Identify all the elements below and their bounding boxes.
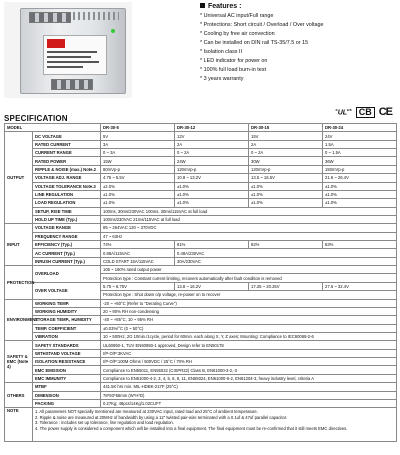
model-row [5,124,397,132]
section-safety-emc: SAFETY & EMC (Note 4) [5,341,33,383]
table-row: HOLD UP TIME (Typ.) 100ms/230VAC 21ms/115VAC at full load [5,215,397,223]
table-row: ENVIRONMENT WORKING TEMP. -20 ~ +60°C (Refer to "Derating Curve") [5,299,397,307]
table-row: WORKING HUMIDITY 20 ~ 90% RH non-condensing [5,307,397,315]
input-terminal-block [29,12,71,23]
table-row: LOAD REGULATION ±1.0% ±1.0% ±1.0% ±1.0% [5,199,397,207]
feature-item: * LED indicator for power on [200,57,398,66]
specification-heading: SPECIFICATION [4,114,68,123]
ventilation-slots [73,12,119,20]
model-cell: DR-30-15 [249,124,323,132]
table-row: OTHERS MTBF 441.5K hrs min. MIL-HDBK-217F (25°C) [5,383,397,391]
brand-logo [47,39,65,48]
table-row: SETUP, RISE TIME 100ms, 30ms/230VAC 100ms, 30ms/115VAC at full load [5,207,397,215]
section-environment: ENVIRONMENT [5,299,33,341]
table-row: DIMENSION 78*93*56mm (W*H*D) [5,391,397,399]
notes-row [5,408,397,442]
table-row: OUTPUT DC VOLTAGE 5V 12V 15V 24V [5,132,397,140]
cb-mark-icon: CB [356,107,375,118]
table-row: TEMP. COEFFICIENT ±0.03%/°C (0 ~ 50°C) [5,324,397,332]
table-row: ISOLATION RESISTANCE I/P-O/P:100M Ohms / 500VDC / 25°C / 70% RH [5,358,397,366]
feature-item: * 100% full load burn-in test [200,66,398,75]
table-row: STORAGE TEMP., HUMIDITY -40 ~ +85°C, 10 ~ 95% RH [5,316,397,324]
feature-item: * 3 years warranty [200,75,398,84]
table-row: AC CURRENT (Typ.) 0.88A/115VAC 0.48A/230VAC [5,249,397,257]
table-row: VOLTAGE TOLERANCE Note.3 ±2.0% ±1.0% ±1.0% ±1.0% [5,182,397,190]
table-row: FREQUENCY RANGE 47 ~ 63Hz [5,232,397,240]
table-row: VIBRATION 10 ~ 500Hz, 2G 10min./1cycle, period for 60min. each along X, Y, Z axes; Mounting: Compliance to IEC60068-2-6 [5,332,397,340]
feature-item: * Cooling by free air convection [200,30,398,39]
model-cell: DR-30-12 [175,124,249,132]
feature-item: * Protections: Short circuit / Overload / Over voltage [200,21,398,30]
model-cell: DR-30-5 [101,124,175,132]
section-protection: PROTECTION [5,266,33,299]
table-row: PROTECTION OVERLOAD 105 ~ 160% rated output power [5,266,397,274]
section-output: OUTPUT [5,132,33,224]
certification-marks [335,106,392,118]
features-title: Features : [200,3,398,10]
table-row: INRUSH CURRENT (Typ.) COLD START 15A/115VAC 30A/230VAC [5,257,397,265]
features-panel [200,3,398,84]
table-row: RATED POWER 15W 24W 30W 36W [5,157,397,165]
section-input: INPUT [5,224,33,266]
table-row: PACKING 0.27Kg; 48pcs/14Kg/1.02CUFT [5,399,397,407]
specification-table [4,123,397,442]
model-label: MODEL [5,124,101,132]
table-row: VOLTAGE ADJ. RANGE 4.75 ~ 5.5V 10.8 ~ 13.2V 13.5 ~ 16.5V 21.6 ~ 26.4V [5,174,397,182]
feature-item: * Can be installed on DIN rail TS-35/7.5 or 15 [200,39,398,48]
product-photo [4,2,132,98]
table-row: Protection type : Shut down o/p voltage, re-power on to recover [5,291,397,299]
table-row: OVER VOLTAGE 5.75 ~ 6.75V 13.8 ~ 16.2V 17.25 ~ 20.25V 27.6 ~ 32.4V [5,282,397,290]
feature-item: * Universal AC input/Full range [200,12,398,21]
feature-item: * Isolation class II [200,48,398,57]
ce-mark-icon: CE [378,106,392,118]
table-row: RIPPLE & NOISE (max.) Note.2 80mVp-p 120mVp-p 120mVp-p 150mVp-p [5,165,397,173]
din-rail-power-supply-image [20,8,126,94]
table-row: EMC IMMUNITY Compliance to EN61000-4-2, 3, 4, 5, 6, 8, 11, EN55024, EN61000-6-2, EN61204-3, heavy industry level, criteria A [5,374,397,382]
table-row: WITHSTAND VOLTAGE I/P-O/P:3KVAC [5,349,397,357]
note-item: 3. Tolerance : includes set up tolerance, line regulation and load regulation. [35,420,174,426]
note-item: 2. Ripple & noise are measured at 20MHz of bandwidth by using a 12" twisted pair-wire terminated with a 0.1uf & 47uf parallel capacitor. [35,414,288,420]
output-terminal-block [51,79,93,90]
notes-cell [33,408,397,442]
note-item: 1. All parameters NOT specially mentioned are measured at 230VAC input, rated load and 25°C of ambient temperature. [35,409,258,415]
table-row: LINE REGULATION ±1.0% ±1.0% ±1.0% ±1.0% [5,190,397,198]
section-others: OTHERS [5,383,33,408]
power-led [111,29,115,33]
ul-mark-icon: $^cUL^{us}$ [335,107,352,117]
bullet-square-icon [200,3,205,8]
table-row: EFFICIENCY (Typ.) 74% 81% 82% 83% [5,241,397,249]
table-row: SAFETY & EMC (Note 4) SAFETY STANDARDS UL60950-1, TUV EN60950-1 approved, Design refer to EN50178 [5,341,397,349]
features-list [200,12,398,84]
table-row: CURRENT RANGE 0 ~ 3A 0 ~ 2A 0 ~ 2A 0 ~ 1.5A [5,149,397,157]
table-row: RATED CURRENT 3A 2A 2A 1.5A [5,140,397,148]
section-note: NOTE [5,408,33,442]
table-row: INPUT VOLTAGE RANGE 85 ~ 264VAC 120 ~ 370VDC [5,224,397,232]
table-row: EMC EMISSION Compliance to EN55011, EN55022 (CISPR22) Class B, EN61000-3-2,-3 [5,366,397,374]
model-cell: DR-30-24 [323,124,397,132]
note-item: 4. The power supply is considered a component which will be installed into a final equipment. The final equipment must be re-confirmed that it still meets EMC directives. [35,425,348,431]
product-label [43,35,107,75]
table-row: Protection type : Constant current limiting, recovers automatically after fault condition is removed [5,274,397,282]
